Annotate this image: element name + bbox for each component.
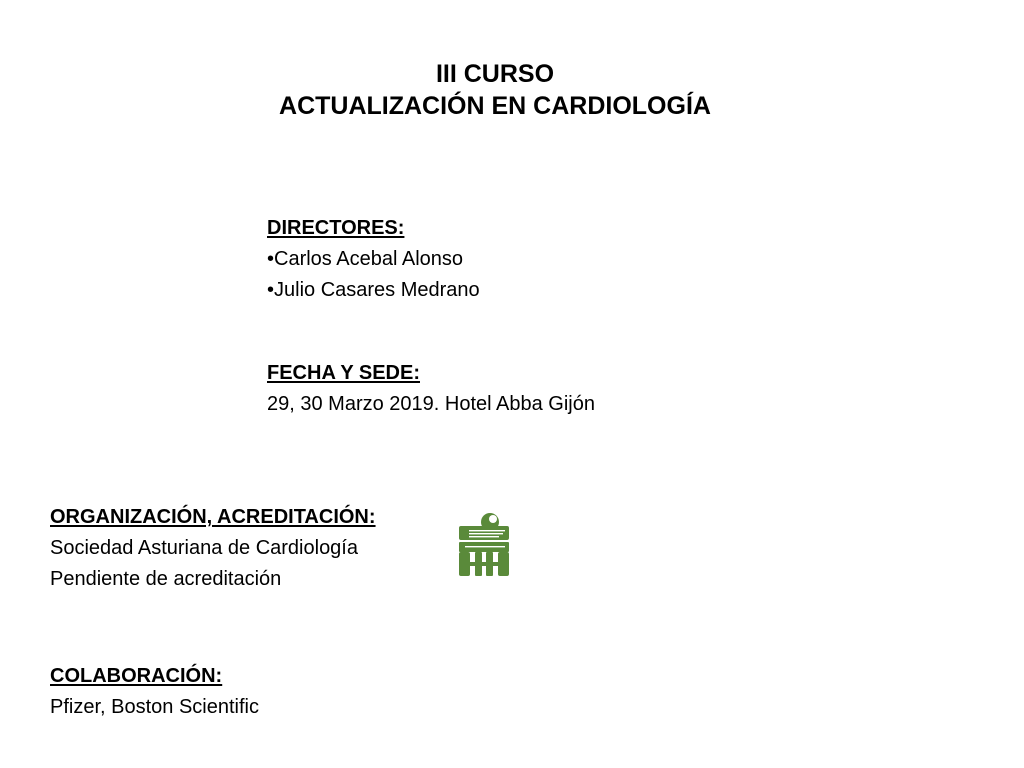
director-item-1: •Carlos Acebal Alonso <box>267 248 464 270</box>
organizacion-line-1: Sociedad Asturiana de Cardiología <box>50 537 358 559</box>
organizacion-heading: ORGANIZACIÓN, ACREDITACIÓN: <box>50 506 376 528</box>
fecha-sede-heading: FECHA Y SEDE: <box>267 362 420 384</box>
directores-section <box>267 213 480 306</box>
page-title <box>0 58 990 122</box>
accreditation-logo-icon <box>457 512 511 578</box>
colaboracion-section <box>50 661 259 723</box>
directores-heading: DIRECTORES: <box>267 217 405 239</box>
title-line-1: III CURSO <box>435 60 555 88</box>
fecha-sede-text: 29, 30 Marzo 2019. Hotel Abba Gijón <box>267 393 595 415</box>
colaboracion-heading: COLABORACIÓN: <box>50 665 223 687</box>
colaboracion-text: Pfizer, Boston Scientific <box>50 696 259 718</box>
organizacion-line-2: Pendiente de acreditación <box>50 568 282 590</box>
fecha-sede-section <box>267 358 595 420</box>
director-item-2: •Julio Casares Medrano <box>267 279 480 301</box>
organizacion-section <box>50 502 376 595</box>
title-line-2: ACTUALIZACIÓN EN CARDIOLOGÍA <box>279 92 711 120</box>
